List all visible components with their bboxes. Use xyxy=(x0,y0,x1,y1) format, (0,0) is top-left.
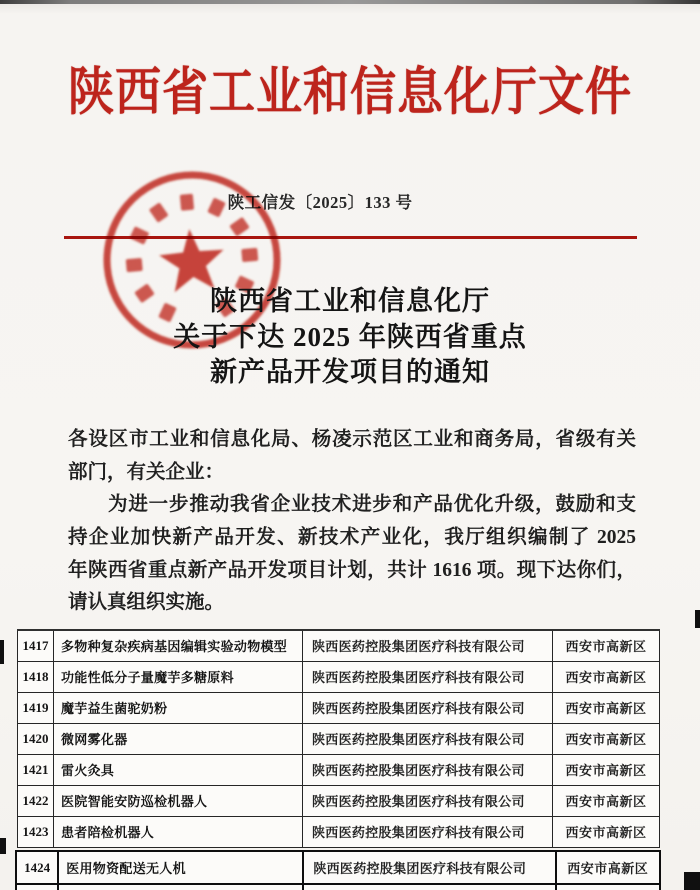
body-line: 部门，有关企业： xyxy=(68,461,225,483)
notice-title xyxy=(0,284,700,391)
district-cell: 西安市高新区 xyxy=(556,851,661,884)
notice-title-line: 新产品开发项目的通知 xyxy=(210,357,490,387)
project-name-cell: 魔芋益生菌驼奶粉 xyxy=(54,692,303,723)
table-row xyxy=(18,661,660,692)
table-row xyxy=(18,630,660,661)
project-number-cell: 1424 xyxy=(16,851,58,884)
project-number-cell: 1423 xyxy=(18,816,54,847)
project-number-cell: 1422 xyxy=(18,785,54,816)
district-cell: 西安市高新区 xyxy=(553,630,660,661)
scan-artifact-left-mark xyxy=(0,838,6,854)
notice-title-line: 关于下达 2025 年陕西省重点 xyxy=(173,321,527,352)
district-cell: 西安市高新区 xyxy=(553,661,660,692)
body-text xyxy=(68,424,636,620)
district-cell: 西安市高新区 xyxy=(553,692,660,723)
scan-artifact-top-edge xyxy=(0,0,700,4)
company-cell: 陕西医药控股集团医疗科技有限公司 xyxy=(303,816,553,847)
company-cell: 陕西医药控股集团医疗科技有限公司 xyxy=(303,785,553,816)
project-name-cell: 微网雾化器 xyxy=(54,723,303,754)
body-line: 持企业加快新产品开发、新技术产业化，我厅组织编制了 2025 xyxy=(68,527,636,549)
table-row xyxy=(18,785,660,816)
scan-artifact-left-mark xyxy=(0,640,4,664)
document-number: 陕工信发〔2025〕133 号 xyxy=(227,193,413,212)
table-row xyxy=(18,723,660,754)
project-number-cell: 1418 xyxy=(18,661,54,692)
project-table-next-page xyxy=(15,850,661,890)
company-cell: 陕西医药控股集团医疗科技有限公司 xyxy=(303,661,553,692)
scan-artifact-right-mark xyxy=(695,610,700,628)
project-number-cell: 1421 xyxy=(18,754,54,785)
district-cell: 西安市高新区 xyxy=(553,816,660,847)
table-row xyxy=(18,692,660,723)
body-line: 年陕西省重点新产品开发项目计划，共计 1616 项。现下达你们， xyxy=(68,559,636,581)
company-cell: 陕西医药控股集团医疗科技有限公司 xyxy=(303,754,553,785)
project-number-cell: 1419 xyxy=(18,692,54,723)
table-row xyxy=(16,851,660,884)
table-row xyxy=(18,816,660,847)
district-cell: 西安市高新区 xyxy=(553,754,660,785)
company-cell: 陕西医药控股集团医疗科技有限公司 xyxy=(303,630,553,661)
body-line: 为进一步推动我省企业技术进步和产品优化升级，鼓励和支 xyxy=(108,494,636,516)
body-line: 请认真组织实施。 xyxy=(68,592,225,614)
district-cell: 西安市高新区 xyxy=(553,723,660,754)
table-row-partial xyxy=(16,884,660,890)
masthead-title: 陕西省工业和信息化厅文件 xyxy=(68,63,632,121)
company-cell: 陕西医药控股集团医疗科技有限公司 xyxy=(303,851,555,884)
project-name-cell: 多物种复杂疾病基因编辑实验动物模型 xyxy=(54,630,303,661)
project-number-cell: 1420 xyxy=(18,723,54,754)
project-table xyxy=(17,629,660,848)
project-name-cell: 医院智能安防巡检机器人 xyxy=(54,785,303,816)
company-cell: 陕西医药控股集团医疗科技有限公司 xyxy=(303,692,553,723)
project-number-cell: 1417 xyxy=(18,630,54,661)
company-cell: 陕西医药控股集团医疗科技有限公司 xyxy=(303,723,553,754)
table-row xyxy=(18,754,660,785)
project-name-cell: 功能性低分子量魔芋多糖原料 xyxy=(54,661,303,692)
body-line: 各设区市工业和信息化局、杨凌示范区工业和商务局，省级有关 xyxy=(68,429,636,450)
project-name-cell: 患者陪检机器人 xyxy=(54,816,303,847)
notice-title-line: 陕西省工业和信息化厅 xyxy=(210,286,490,316)
scan-artifact-corner-square xyxy=(684,872,700,890)
district-cell: 西安市高新区 xyxy=(553,785,660,816)
project-name-cell: 医用物资配送无人机 xyxy=(58,851,303,884)
project-name-cell: 雷火灸具 xyxy=(54,754,303,785)
